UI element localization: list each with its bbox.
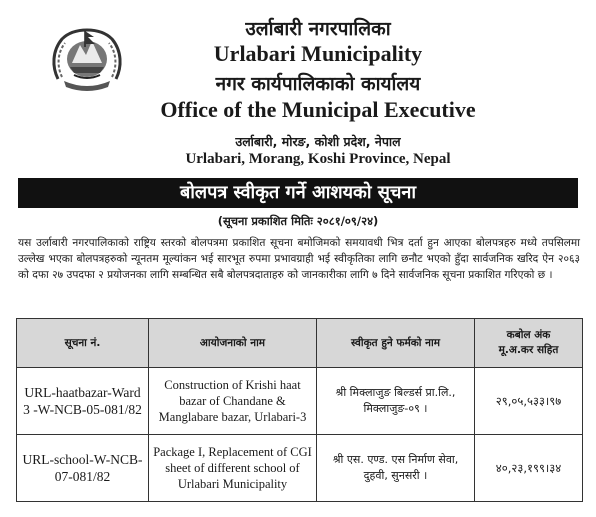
table-header-row [17,319,583,368]
row-notice-no: URL-haatbazar-Ward 3 -W-NCB-05-081/82 [17,368,149,435]
row-project-name: Construction of Krishi haat bazar of Chandane & Manglabare bazar, Urlabari-3 [149,368,317,435]
row-firm-name: श्री एस. एण्ड. एस निर्माण सेवा, दुहवी, सुनसरी । [317,435,475,502]
row-bid-amount: ४०,२३,१९९।३४ [475,435,583,502]
address-english: Urlabari, Morang, Koshi Province, Nepal [185,151,451,167]
header-amount-line2: मू.अ.कर सहित [498,344,559,356]
table-row [17,368,583,435]
header-firm-name: स्वीकृत हुने फर्मको नाम [317,319,475,368]
header-amount-line1: कबोल अंक [506,329,551,341]
bid-award-table [16,318,583,502]
address-nepali: उर्लाबारी, मोरङ, कोशी प्रदेश, नेपाल [235,134,401,149]
municipality-name-nepali: उर्लाबारी नगरपालिका [245,18,391,40]
header-notice-no: सूचना नं. [17,319,149,368]
office-name-nepali: नगर कार्यपालिकाको कार्यालय [215,73,421,95]
office-name-english: Office of the Municipal Executive [160,97,476,122]
row-firm-name: श्री मिक्लाजुङ बिल्डर्स प्रा.लि., मिक्लाजुङ-०९ । [317,368,475,435]
notice-title-banner: बोलपत्र स्वीकृत गर्ने आशयको सूचना [18,178,578,208]
notice-body-text: यस उर्लाबारी नगरपालिकाको राष्ट्रिय स्तरको बोलपत्रमा प्रकाशित सूचना बमोजिमको समयावधी भित्र दर्ता हुन आएका बोलपत्रहरु मध्ये तपसिलमा उल्लेख भएका बोलपत्रहरुको न्यूनतम मूल्यांकन भई सारभूत रुपमा प्रभावग्राही भई स्वीकृतिका लागि छनौट भएको हुँदा सार्वजनिक खरिद ऐन २०६३ को दफा २७ उपदफा २ प्रयोजनका लागि सम्बन्धित सबै बोलपत्रदाताहरु को जानकारीका लागि ७ दिने सार्वजनिक सूचना प्रकाशित गरिएको छ । [18,237,580,282]
publish-date: (सूचना प्रकाशित मितिः २०८१/०९/२४) [217,214,379,228]
header-bid-amount [475,319,583,368]
row-notice-no: URL-school-W-NCB-07-081/82 [17,435,149,502]
header-project-name: आयोजनाको नाम [149,319,317,368]
row-project-name: Package I, Replacement of CGI sheet of different school of Urlabari Municipality [149,435,317,502]
municipality-name-english: Urlabari Municipality [213,41,423,66]
table-row [17,435,583,502]
row-bid-amount: २९,०५,५३३।९७ [475,368,583,435]
